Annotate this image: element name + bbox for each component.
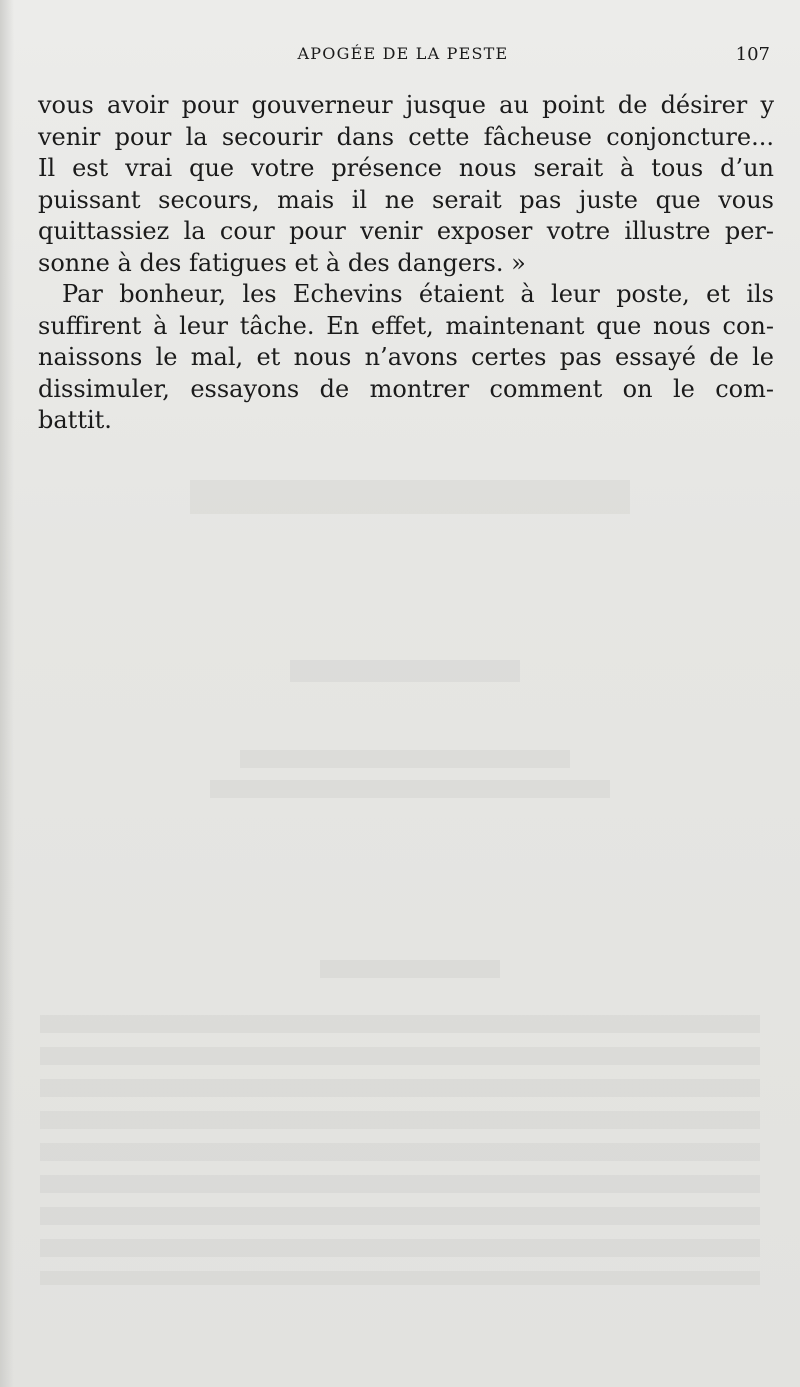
text-line: vous avoir pour gouverneur jusque au point de désirer y <box>38 91 774 119</box>
text-line: venir pour la secourir dans cette fâcheuse conjoncture... <box>38 122 774 151</box>
page-binding-shadow <box>0 0 14 1387</box>
text-line: Par bonheur, les Echevins étaient à leur poste, et ils <box>62 280 774 308</box>
text-line: sonne à des fatigues et à des dangers. » <box>38 248 526 277</box>
paragraph <box>38 90 774 279</box>
paragraph <box>38 279 774 437</box>
text-line: puissant secours, mais il ne serait pas juste que vous <box>38 185 774 214</box>
body-text <box>38 90 774 437</box>
page-header <box>36 44 770 72</box>
text-line: suffirent à leur tâche. En effet, maintenant que nous con- <box>38 311 774 340</box>
text-line: Il est vrai que votre présence nous serait à tous d’un <box>38 154 774 182</box>
page-number: 107 <box>735 44 770 65</box>
running-title: APOGÉE DE LA PESTE <box>297 44 509 63</box>
text-line: dissimuler, essayons de montrer comment on le com- <box>38 374 774 403</box>
text-line: battit. <box>38 406 112 434</box>
show-through-ghost-text <box>40 460 760 1320</box>
text-line: naissons le mal, et nous n’avons certes pas essayé de le <box>38 343 774 371</box>
text-line: quittassiez la cour pour venir exposer votre illustre per- <box>38 217 774 245</box>
